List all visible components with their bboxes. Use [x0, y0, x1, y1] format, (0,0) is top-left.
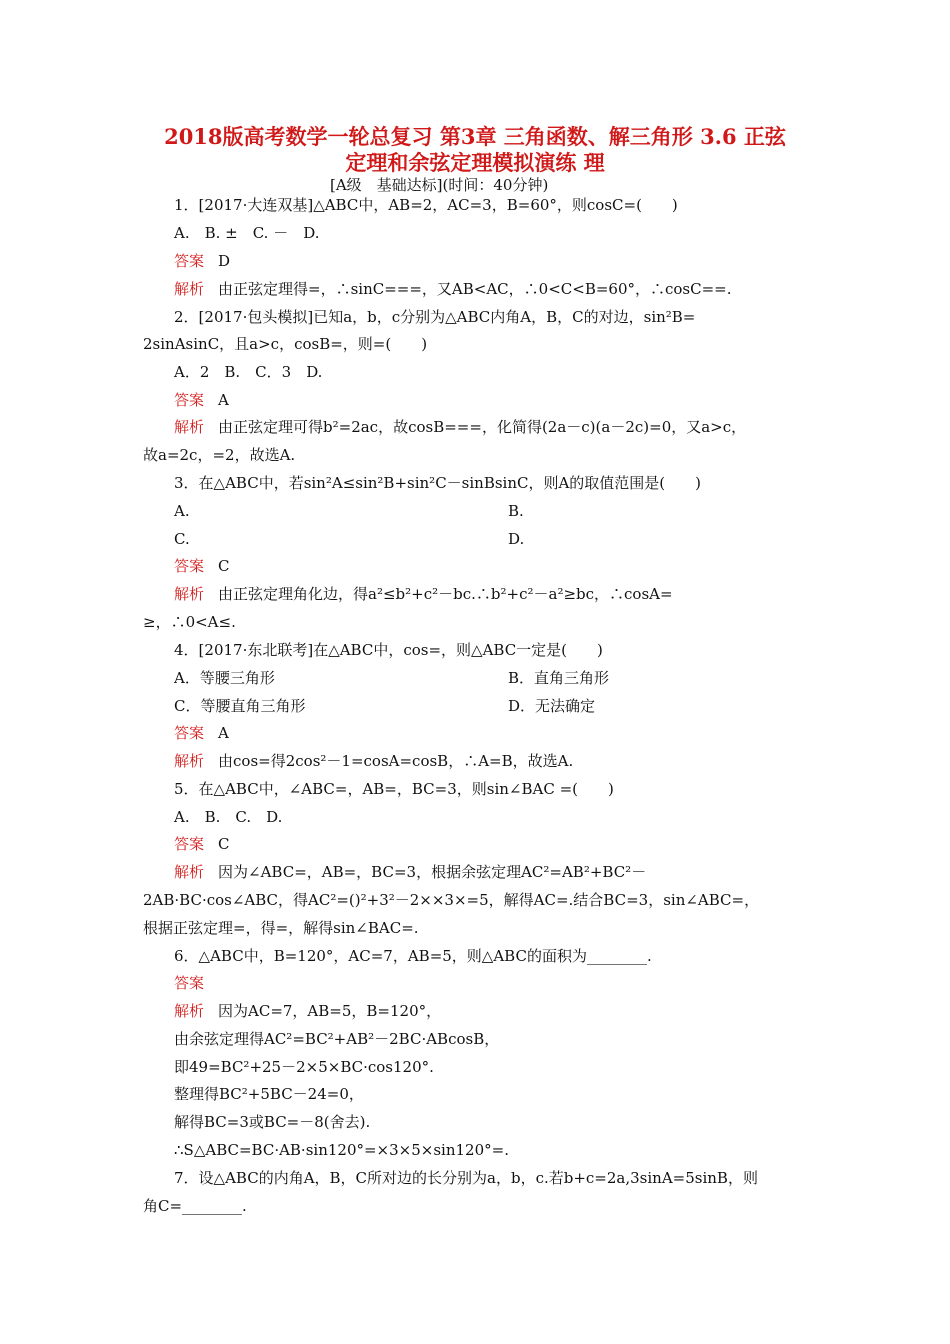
document-title-line-2: 定理和余弦定理模拟演练 理 [345, 150, 605, 175]
q1-answer-row [174, 251, 844, 271]
q5-analysis-cont-2: 根据正弦定理=，得=，解得sin∠BAC=. [143, 919, 419, 937]
q4-answer: A [218, 724, 229, 742]
q1-analysis: 由正弦定理得=，∴sinC===，又AB<AC，∴0<C<B=60°，∴cosC==. [218, 280, 732, 298]
q1-options: A. B. ± C. － D. [174, 224, 320, 242]
analysis-label: 解析 [174, 1002, 205, 1020]
q2-stem-cont: 2sinAsinC，且a>c，cosB=，则=( ) [143, 335, 428, 353]
q3-option-b: B. [508, 502, 524, 520]
q2-analysis-cont: 故a=2c，=2，故选A. [143, 446, 296, 464]
q3-analysis-row [174, 584, 844, 604]
q3-option-d: D. [508, 530, 525, 548]
answer-label: 答案 [174, 252, 205, 270]
q4-stem: 4．[2017·东北联考]在△ABC中，cos=，则△ABC一定是( ) [174, 641, 603, 659]
answer-label: 答案 [174, 724, 205, 742]
q5-answer-row [174, 834, 844, 854]
q4-option-b: B．直角三角形 [508, 669, 610, 687]
q3-option-c: C. [174, 530, 190, 548]
q5-analysis: 因为∠ABC=，AB=，BC=3，根据余弦定理AC²=AB²+BC²－ [218, 863, 647, 881]
q5-answer: C [218, 835, 230, 853]
q2-options: A．2 B. C．3 D. [174, 363, 323, 381]
analysis-label: 解析 [174, 863, 205, 881]
q2-analysis-row [174, 417, 844, 437]
q7-stem-cont: 角C=________. [143, 1197, 247, 1215]
section-subtitle: [A级 基础达标](时间：40分钟) [330, 176, 549, 194]
q4-analysis-row [174, 751, 844, 771]
q6-analysis-line-2: 由余弦定理得AC²=BC²+AB²－2BC·ABcosB， [174, 1030, 500, 1048]
q4-option-a: A．等腰三角形 [174, 669, 275, 687]
q5-analysis-row [174, 862, 844, 882]
q2-analysis: 由正弦定理可得b²=2ac，故cosB===，化简得(2a－c)(a－2c)=0，又a>c， [218, 418, 747, 436]
q6-stem: 6．△ABC中，B=120°，AC=7，AB=5，则△ABC的面积为________. [174, 947, 652, 965]
q3-stem: 3．在△ABC中，若sin²A≤sin²B+sin²C－sinBsinC，则A的取值范围是( ) [174, 474, 702, 492]
q5-analysis-cont-1: 2AB·BC·cos∠ABC，得AC²=()²+3²－2××3×=5，解得AC=.结合BC=3，sin∠ABC=， [143, 891, 760, 909]
q7-stem: 7．设△ABC的内角A，B，C所对边的长分别为a，b，c.若b+c=2a,3sinA=5sinB，则 [174, 1169, 758, 1187]
q6-analysis-line-6: ∴S△ABC=BC·AB·sin120°=×3×5×sin120°=. [174, 1141, 509, 1159]
q6-analysis-line-5: 解得BC=3或BC=－8(舍去). [174, 1113, 371, 1131]
q3-analysis: 由正弦定理角化边，得a²≤b²+c²－bc.∴b²+c²－a²≥bc，∴cosA= [218, 585, 673, 603]
q1-analysis-row [174, 279, 844, 299]
q4-option-d: D．无法确定 [508, 697, 596, 715]
q5-options: A. B. C. D. [174, 808, 283, 826]
q3-answer-row [174, 556, 844, 576]
q4-option-c: C．等腰直角三角形 [174, 697, 306, 715]
q2-answer: A [218, 391, 229, 409]
q3-answer: C [218, 557, 230, 575]
q6-analysis-row [174, 1001, 844, 1021]
answer-label: 答案 [174, 557, 205, 575]
q4-answer-row [174, 723, 844, 743]
document-title-line-1: 2018版高考数学一轮总复习 第3章 三角函数、解三角形 3.6 正弦 [164, 124, 786, 149]
q6-analysis-line-4: 整理得BC²+5BC－24=0， [174, 1085, 364, 1103]
q6-analysis-line-3: 即49=BC²+25－2×5×BC·cos120°. [174, 1058, 434, 1076]
answer-label: 答案 [174, 974, 205, 992]
q6-answer-row [174, 973, 844, 993]
answer-label: 答案 [174, 835, 205, 853]
q4-analysis: 由cos=得2cos²－1=cosA=cosB，∴A=B，故选A. [218, 752, 574, 770]
analysis-label: 解析 [174, 752, 205, 770]
q1-answer: D [218, 252, 231, 270]
q1-stem: 1．[2017·大连双基]△ABC中，AB=2，AC=3，B=60°，则cosC=( ) [174, 196, 678, 214]
analysis-label: 解析 [174, 418, 205, 436]
q2-stem: 2．[2017·包头模拟]已知a，b，c分别为△ABC内角A，B，C的对边，sin²B= [174, 308, 696, 326]
q3-option-a: A. [174, 502, 190, 520]
q2-answer-row [174, 390, 844, 410]
analysis-label: 解析 [174, 280, 205, 298]
q5-stem: 5．在△ABC中，∠ABC=，AB=，BC=3，则sin∠BAC =( ) [174, 780, 614, 798]
analysis-label: 解析 [174, 585, 205, 603]
answer-label: 答案 [174, 391, 205, 409]
q6-analysis: 因为AC=7，AB=5，B=120°， [218, 1002, 442, 1020]
q3-analysis-cont: ≥，∴0<A≤. [143, 613, 236, 631]
